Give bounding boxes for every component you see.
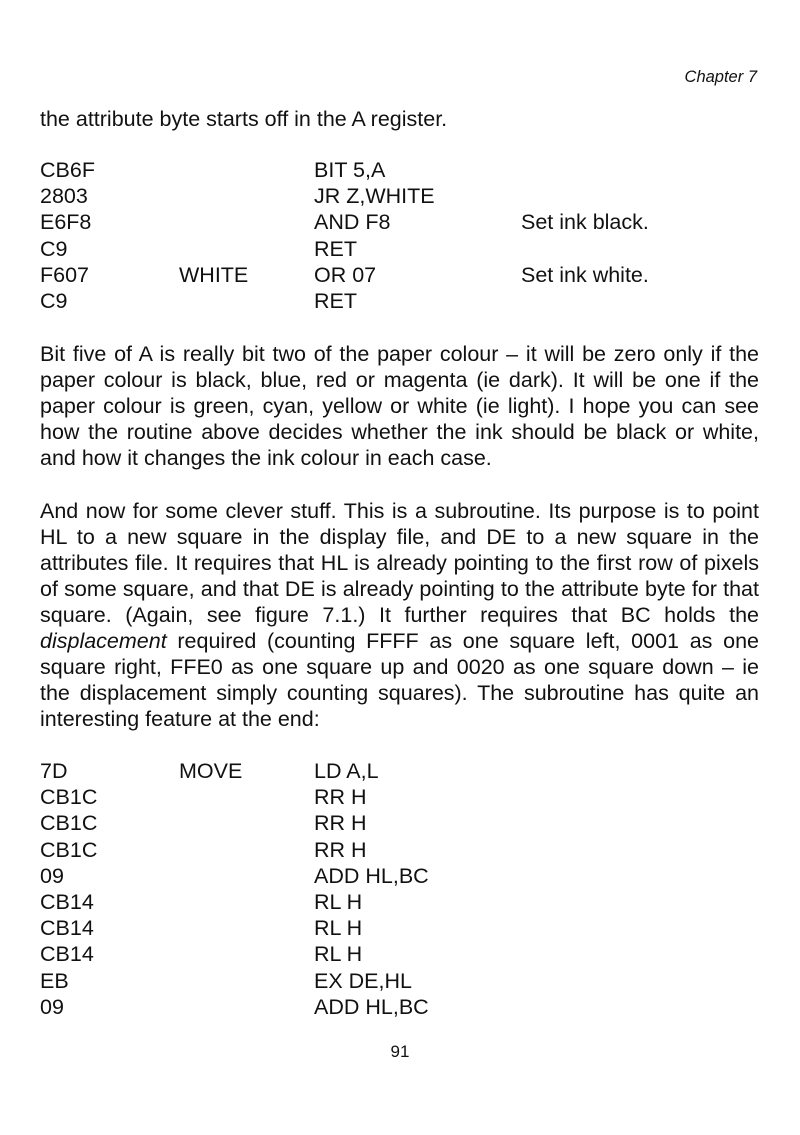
instruction-cell: RET [314, 236, 357, 261]
instruction-cell: ADD HL,BC [314, 994, 429, 1019]
instruction-cell: JR Z,WHITE [314, 184, 435, 209]
instruction-cell: OR 07 [314, 262, 377, 287]
emphasis-displacement: displacement [40, 629, 167, 653]
code-row [40, 157, 759, 183]
hex-cell: CB1C [40, 785, 98, 810]
instruction-cell: RL H [314, 942, 363, 967]
hex-cell: 2803 [40, 184, 88, 209]
intro-text: the attribute byte starts off in the A register. [40, 107, 448, 131]
paragraph-paper-colour: Bit five of A is really bit two of the paper colour – it will be zero only if the paper colour is black, blue, red or magenta (ie dark). It will be one if the paper colour is green, cyan, yellow or white (ie light). I hope you can see how the routine above decides whether the ink should be black or white, and how it changes the ink colour in each case. [40, 342, 759, 470]
hex-cell: CB1C [40, 837, 98, 862]
code-row [40, 758, 759, 784]
code-row [40, 209, 759, 235]
paragraph-subroutine [40, 498, 759, 732]
instruction-cell: RL H [314, 889, 363, 914]
code-row [40, 288, 759, 314]
hex-cell: CB14 [40, 889, 94, 914]
instruction-cell: BIT 5,A [314, 158, 386, 182]
comment-cell: Set ink white. [521, 262, 649, 287]
instruction-cell: RL H [314, 916, 363, 941]
hex-cell: CB14 [40, 942, 94, 967]
hex-cell: 09 [40, 863, 64, 888]
hex-cell: C9 [40, 236, 68, 261]
code-row [40, 994, 759, 1020]
paragraph-text-before: And now for some clever stuff. This is a subroutine. Its purpose is to point HL to a new square in the display file, and DE to a new square in the attributes file. It requires that HL is already pointing to the first row of pixels of some square, and that DE is already pointing to the attribute byte for that square. (Again, see figure 7.1.) It further requires that BC holds the [40, 499, 759, 627]
code-row [40, 941, 759, 967]
code-row [40, 863, 759, 889]
instruction-cell: EX DE,HL [314, 968, 412, 993]
hex-cell: CB14 [40, 916, 94, 941]
chapter-heading: Chapter 7 [684, 68, 757, 86]
page-number: 91 [390, 1042, 410, 1061]
hex-cell: CB1C [40, 811, 98, 836]
instruction-cell: ADD HL,BC [314, 863, 429, 888]
code-row [40, 968, 759, 994]
code-listing-2 [40, 758, 759, 1020]
hex-cell: 7D [40, 759, 68, 783]
code-row [40, 784, 759, 810]
label-cell: WHITE [179, 262, 249, 287]
instruction-cell: RR H [314, 785, 367, 810]
code-row [40, 837, 759, 863]
paragraph-text-after: required (counting FFFF as one square left, 0001 as one square right, FFE0 as one square up and 0020 as one square down – ie the displacement simply counting squares). The subroutine has quite an interesting feature at the end: [40, 629, 759, 731]
instruction-cell: RR H [314, 811, 367, 836]
hex-cell: E6F8 [40, 210, 92, 235]
code-listing-1 [40, 157, 759, 314]
code-row [40, 183, 759, 209]
instruction-cell: AND F8 [314, 210, 391, 235]
comment-cell: Set ink black. [521, 210, 649, 235]
hex-cell: 09 [40, 994, 64, 1019]
instruction-cell: RR H [314, 837, 367, 862]
code-row [40, 810, 759, 836]
instruction-cell: RET [314, 288, 357, 313]
code-row [40, 262, 759, 288]
code-row [40, 236, 759, 262]
hex-cell: C9 [40, 288, 68, 313]
instruction-cell: LD A,L [314, 759, 379, 783]
label-cell: MOVE [179, 759, 243, 783]
hex-cell: F607 [40, 262, 90, 287]
code-row [40, 915, 759, 941]
hex-cell: CB6F [40, 158, 95, 182]
hex-cell: EB [40, 968, 69, 993]
code-row [40, 889, 759, 915]
